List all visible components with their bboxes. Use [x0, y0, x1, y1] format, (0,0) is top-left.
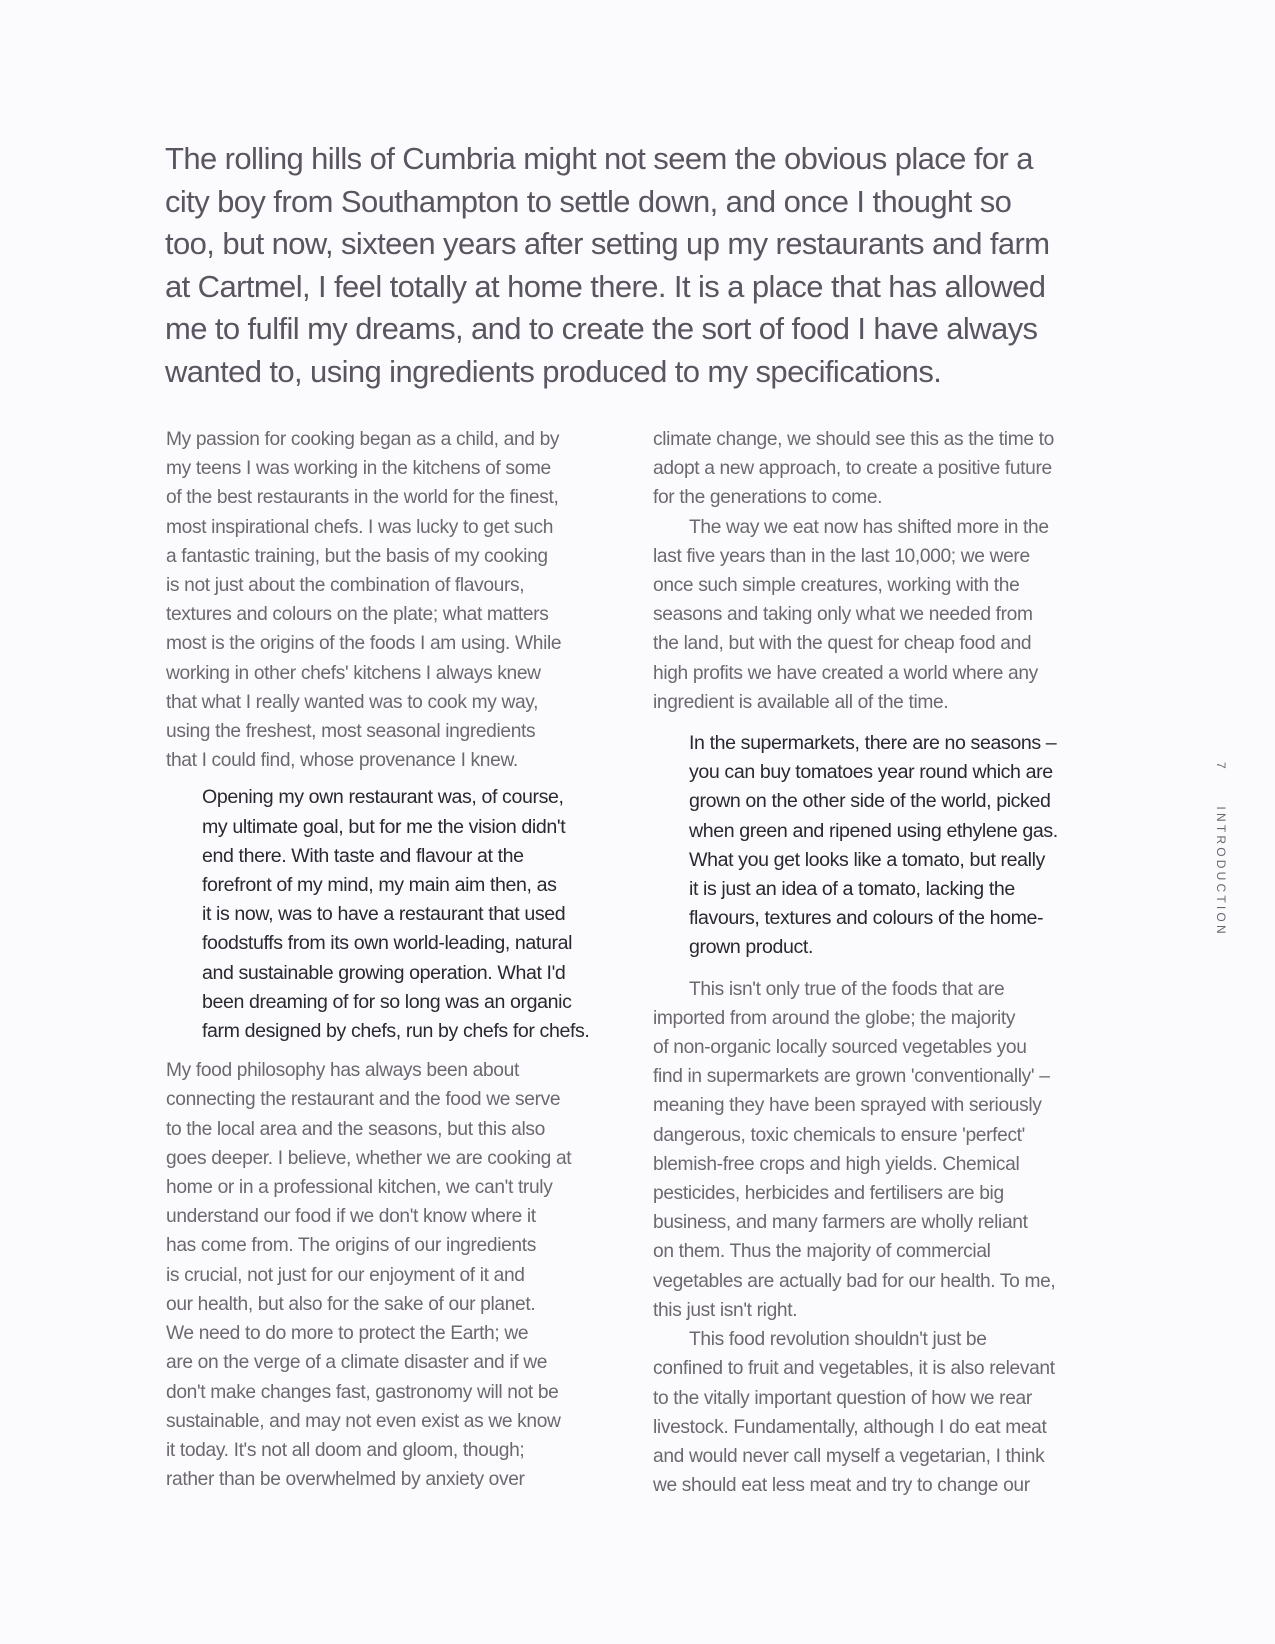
intro-line: too, but now, sixteen years after setting up my restaurants and farm [165, 226, 1050, 261]
left-column [166, 425, 636, 1494]
running-head [1208, 762, 1228, 937]
text-line: My passion for cooking began as a child, and by [166, 429, 560, 450]
text-line: meaning they have been sprayed with seriously [653, 1095, 1042, 1117]
text-line: textures and colours on the plate; what matters [166, 604, 549, 626]
quote-line: been dreaming of for so long was an organic [202, 990, 572, 1013]
text-line: that I could find, whose provenance I knew. [166, 750, 518, 772]
quote-line: In the supermarkets, there are no seasons – [689, 732, 1057, 755]
text-line: and would never call myself a vegetarian, I think [653, 1445, 1045, 1467]
text-line: of the best restaurants in the world for the finest, [166, 487, 559, 509]
quote-line: flavours, textures and colours of the home- [689, 907, 1044, 930]
text-line: last five years than in the last 10,000; we were [653, 545, 1030, 567]
quote-line: forefront of my mind, my main aim then, as [202, 874, 557, 897]
text-line: dangerous, toxic chemicals to ensure 'perfect' [653, 1124, 1025, 1146]
text-line: understand our food if we don't know where it [166, 1206, 536, 1228]
text-line: that what I really wanted was to cook my way, [166, 691, 539, 713]
quote-line: foodstuffs from its own world-leading, natural [202, 932, 573, 955]
page-number: 7 [1214, 762, 1228, 772]
text-line: of non-organic locally sourced vegetables you [653, 1037, 1027, 1059]
quote-line: Opening my own restaurant was, of course, [202, 786, 564, 809]
text-line: high profits we have created a world where any [653, 662, 1038, 684]
text-line: This food revolution shouldn't just be [689, 1329, 987, 1351]
intro-line: me to fulfil my dreams, and to create the sort of food I have always [165, 311, 1038, 346]
text-line: my teens I was working in the kitchens of some [166, 458, 551, 480]
body-paragraph [653, 975, 1123, 1325]
text-line: working in other chefs' kitchens I always knew [166, 662, 541, 684]
text-line: livestock. Fundamentally, although I do eat meat [653, 1416, 1047, 1438]
quote-line: grown product. [689, 936, 814, 959]
text-line: sustainable, and may not even exist as we know [166, 1410, 561, 1432]
text-line: to the local area and the seasons, but this also [166, 1118, 545, 1140]
body-paragraph [653, 1325, 1123, 1500]
text-line: The way we eat now has shifted more in the [689, 516, 1049, 538]
intro-line: The rolling hills of Cumbria might not seem the obvious place for a [165, 141, 1033, 176]
text-line: has come from. The origins of our ingredients [166, 1235, 536, 1257]
text-line: is crucial, not just for our enjoyment of it and [166, 1264, 525, 1286]
text-line: rather than be overwhelmed by anxiety over [166, 1469, 525, 1491]
intro-line: at Cartmel, I feel totally at home there. It is a place that has allowed [165, 268, 1046, 304]
text-line: goes deeper. I believe, whether we are cooking at [166, 1147, 572, 1169]
body-paragraph [166, 1056, 636, 1494]
text-line: pesticides, herbicides and fertilisers are big [653, 1183, 1004, 1205]
text-line: connecting the restaurant and the food we serve [166, 1089, 561, 1111]
quote-line: end there. With taste and flavour at the [202, 844, 524, 867]
quote-line: my ultimate goal, but for me the vision didn't [202, 815, 566, 838]
text-line: our health, but also for the sake of our planet. [166, 1293, 536, 1315]
quote-line: it is now, was to have a restaurant that used [202, 903, 566, 926]
text-line: imported from around the globe; the majority [653, 1007, 1016, 1029]
text-line: to the vitally important question of how we rear [653, 1387, 1032, 1409]
text-line: is not just about the combination of flavours, [166, 575, 525, 597]
text-line: We need to do more to protect the Earth; we [166, 1323, 529, 1345]
text-line: business, and many farmers are wholly reliant [653, 1212, 1028, 1234]
text-line: blemish-free crops and high yields. Chemical [653, 1153, 1020, 1175]
text-line: using the freshest, most seasonal ingredients [166, 721, 536, 743]
text-line: find in supermarkets are grown 'conventionally' – [653, 1066, 1050, 1088]
body-paragraph [166, 425, 636, 775]
quote-line: it is just an idea of a tomato, lacking the [689, 878, 1015, 901]
text-line: this just isn't right. [653, 1299, 798, 1321]
text-line: most inspirational chefs. I was lucky to get such [166, 516, 554, 538]
intro-line: wanted to, using ingredients produced to my specifications. [165, 353, 942, 389]
quote-line: farm designed by chefs, run by chefs for chefs. [202, 1020, 590, 1043]
text-line: don't make changes fast, gastronomy will not be [166, 1381, 559, 1403]
text-line: it today. It's not all doom and gloom, though; [166, 1439, 525, 1461]
pull-quote [166, 783, 636, 1046]
body-paragraph [653, 513, 1123, 717]
intro-paragraph [165, 138, 1105, 393]
text-line: adopt a new approach, to create a positive future [653, 458, 1052, 480]
text-line: once such simple creatures, working with the [653, 575, 1020, 597]
text-line: most is the origins of the foods I am using. While [166, 633, 562, 655]
body-paragraph [653, 425, 1123, 513]
text-line: for the generations to come. [653, 487, 883, 509]
quote-line: grown on the other side of the world, picked [689, 790, 1051, 813]
quote-line: you can buy tomatoes year round which are [689, 761, 1053, 784]
text-line: climate change, we should see this as the time to [653, 429, 1054, 450]
text-line: are on the verge of a climate disaster and if we [166, 1352, 548, 1374]
right-column [653, 425, 1123, 1500]
quote-line: and sustainable growing operation. What I'd [202, 961, 566, 984]
text-line: confined to fruit and vegetables, it is also relevant [653, 1358, 1055, 1380]
quote-line: What you get looks like a tomato, but really [689, 848, 1045, 871]
text-line: a fantastic training, but the basis of my cooking [166, 545, 548, 567]
quote-line: when green and ripened using ethylene gas. [689, 819, 1058, 842]
text-line: My food philosophy has always been about [166, 1060, 519, 1082]
text-line: on them. Thus the majority of commercial [653, 1241, 991, 1263]
text-line: This isn't only true of the foods that are [689, 978, 1005, 1000]
text-line: seasons and taking only what we needed from [653, 604, 1033, 626]
text-line: ingredient is available all of the time. [653, 691, 949, 713]
text-line: we should eat less meat and try to change our [653, 1475, 1030, 1497]
text-line: vegetables are actually bad for our health. To me, [653, 1270, 1056, 1292]
section-title: INTRODUCTION [1214, 806, 1228, 937]
intro-line: city boy from Southampton to settle down, and once I thought so [165, 183, 1012, 219]
pull-quote [653, 729, 1123, 963]
text-line: the land, but with the quest for cheap food and [653, 633, 1032, 655]
text-line: home or in a professional kitchen, we can't truly [166, 1177, 553, 1199]
